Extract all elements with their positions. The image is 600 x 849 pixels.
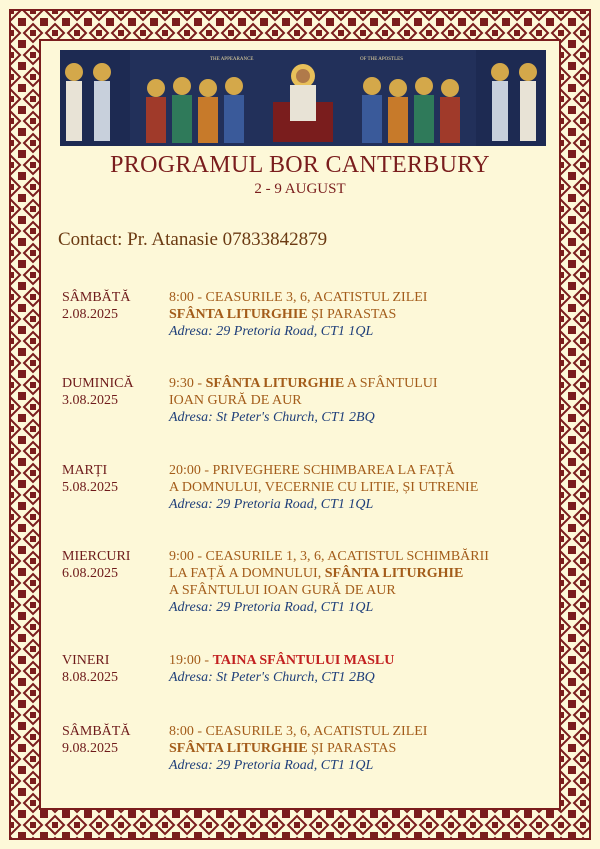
event-day: VINERI	[62, 653, 110, 668]
event-date-block	[62, 375, 172, 409]
page-dates: 2 - 9 AUGUST	[254, 181, 346, 197]
event-line-rest: ȘI PARASTAS	[307, 741, 397, 756]
banner-caption-right: OF THE APOSTLES	[360, 57, 403, 62]
event-address: Adresa: 29 Pretoria Road, CT1 1QL	[169, 600, 374, 615]
event-line: 9:00 - CEASURILE 1, 3, 6, ACATISTUL SCHIMBĂRII	[169, 549, 489, 564]
event-line: IOAN GURĂ DE AUR	[169, 393, 302, 408]
event-day: MIERCURI	[62, 549, 131, 564]
event-line: 20:00 - PRIVEGHERE SCHIMBAREA LA FAȚĂ	[169, 463, 455, 478]
event-highlight: SFÂNTA LITURGHIE	[324, 566, 464, 581]
event-date: 3.08.2025	[62, 393, 118, 408]
event-date: 8.08.2025	[62, 670, 118, 685]
event-description	[169, 289, 529, 340]
page-title: PROGRAMUL BOR CANTERBURY	[110, 152, 490, 178]
banner-caption-left: THE APPEARANCE	[210, 57, 254, 62]
event-line-rest: ȘI PARASTAS	[307, 307, 397, 322]
event-address: Adresa: St Peter's Church, CT1 2BQ	[169, 410, 375, 425]
event-address: Adresa: St Peter's Church, CT1 2BQ	[169, 670, 375, 685]
event-highlight: SFÂNTA LITURGHIE	[205, 376, 345, 391]
event-description	[169, 375, 529, 426]
event-date-block	[62, 548, 172, 582]
event-line-pre: LA FAȚĂ A DOMNULUI,	[169, 566, 325, 581]
event-line: A SFÂNTULUI IOAN GURĂ DE AUR	[169, 583, 396, 598]
event-line-rest: A SFÂNTULUI	[344, 376, 438, 391]
event-date: 6.08.2025	[62, 566, 118, 581]
contact-line: Contact: Pr. Atanasie 07833842879	[58, 229, 328, 250]
event-time: 9:30 -	[169, 376, 206, 391]
event-address: Adresa: 29 Pretoria Road, CT1 1QL	[169, 324, 374, 339]
event-highlight: SFÂNTA LITURGHIE	[169, 741, 308, 756]
event-line: 8:00 - CEASURILE 3, 6, ACATISTUL ZILEI	[169, 290, 428, 305]
event-description	[169, 723, 529, 774]
event-highlight-red: TAINA SFÂNTULUI MASLU	[212, 653, 395, 668]
event-line: A DOMNULUI, VECERNIE CU LITIE, ȘI UTRENIE	[169, 480, 479, 495]
event-time: 19:00 -	[169, 653, 213, 668]
event-line: 8:00 - CEASURILE 3, 6, ACATISTUL ZILEI	[169, 724, 428, 739]
event-date: 9.08.2025	[62, 741, 118, 756]
event-day: DUMINICĂ	[62, 376, 134, 391]
event-day: MARȚI	[62, 463, 108, 478]
event-date-block	[62, 723, 172, 757]
event-date-block	[62, 462, 172, 496]
icon-banner	[60, 50, 546, 146]
event-description	[169, 462, 529, 513]
event-day: SÂMBĂTĂ	[62, 290, 131, 305]
event-description	[169, 652, 529, 686]
event-date: 5.08.2025	[62, 480, 118, 495]
event-highlight: SFÂNTA LITURGHIE	[169, 307, 308, 322]
event-day: SÂMBĂTĂ	[62, 724, 131, 739]
event-address: Adresa: 29 Pretoria Road, CT1 1QL	[169, 758, 374, 773]
event-description	[169, 548, 529, 616]
event-date-block	[62, 652, 172, 686]
event-date: 2.08.2025	[62, 307, 118, 322]
event-date-block	[62, 289, 172, 323]
event-address: Adresa: 29 Pretoria Road, CT1 1QL	[169, 497, 374, 512]
